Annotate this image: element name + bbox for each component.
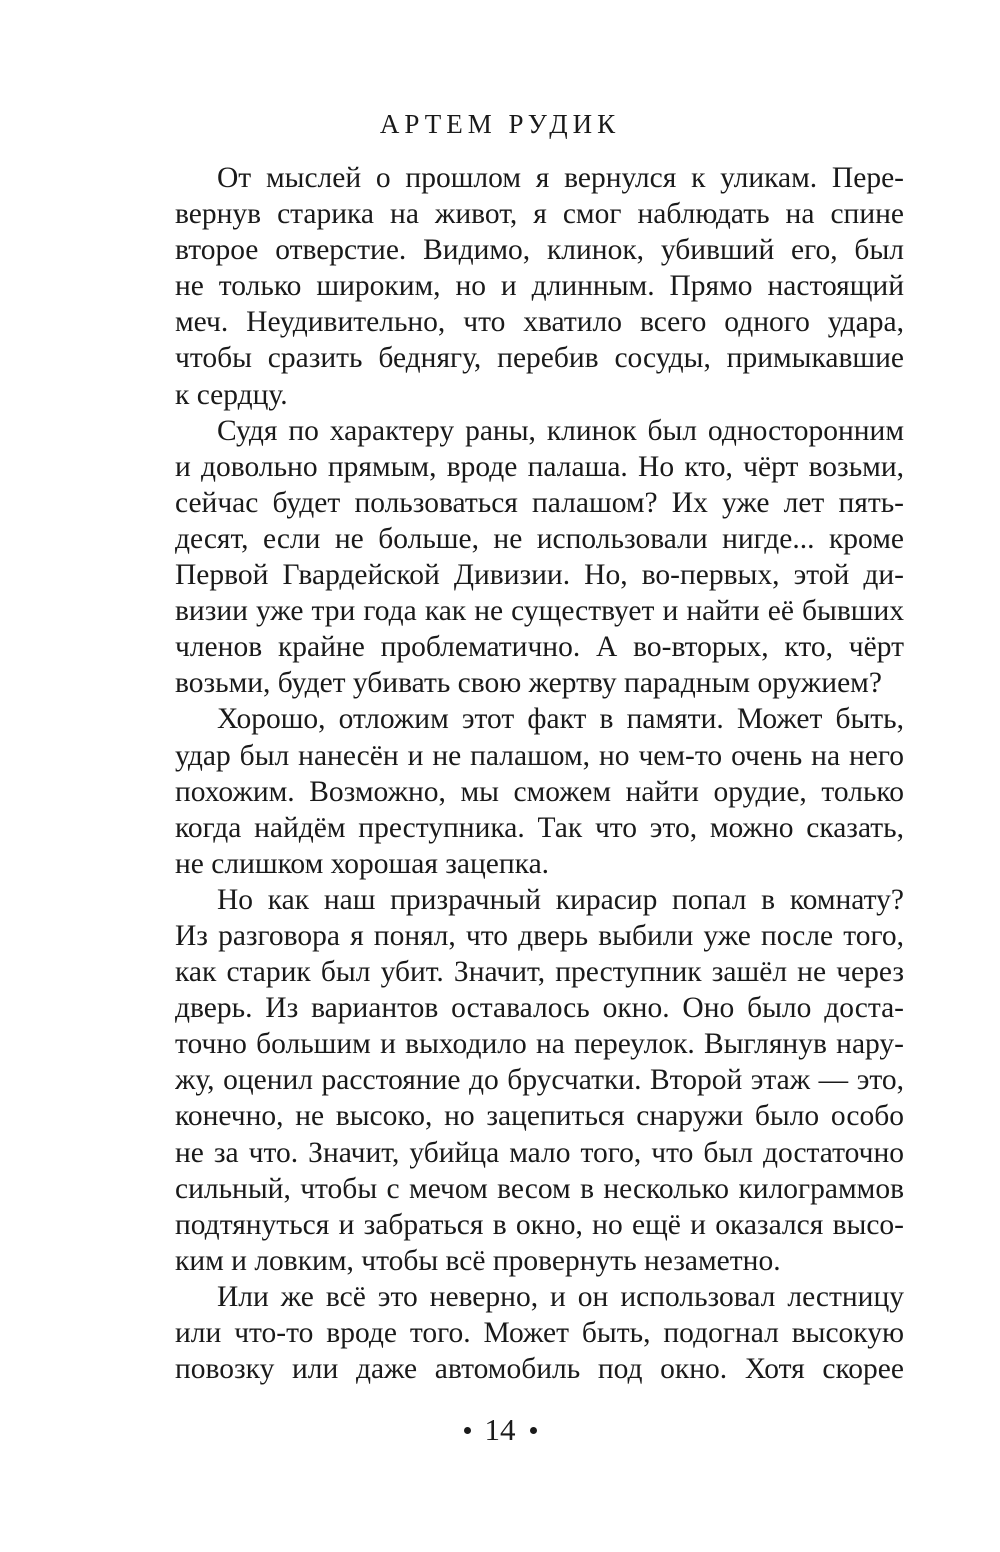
text-line: Первой Гвардейской Дивизии. Но, во-первых, этой ди-	[175, 559, 904, 592]
text-line: членов крайне проблематично. А во-вторых, кто, чёрт	[175, 631, 904, 664]
text-line: десят, если не больше, не использовали нигде... кроме	[175, 522, 904, 555]
text-line: похожим. Возможно, мы сможем найти орудие, только	[175, 775, 904, 808]
text-line: Судя по характеру раны, клинок был односторонним	[217, 414, 904, 447]
paragraph-4	[175, 882, 904, 1279]
text-line: От мыслей о прошлом я вернулся к уликам. Пере-	[217, 162, 904, 194]
text-line: к сердцу.	[175, 378, 288, 411]
text-line: вернув старика на живот, я смог наблюдать на спине	[175, 198, 904, 231]
text-line: или что-то вроде того. Может быть, подогнал высокую	[175, 1317, 904, 1349]
paragraph-1	[175, 160, 904, 413]
text-line: меч. Неудивительно, что хватило всего одного удара,	[175, 306, 904, 339]
text-line: чтобы сразить беднягу, перебив сосуды, примыкавшие	[175, 342, 904, 375]
body-text	[175, 160, 904, 1387]
text-line: ким и ловким, чтобы всё провернуть незаметно.	[175, 1244, 781, 1277]
text-line: точно большим и выходило на переулок. Выглянув нару-	[175, 1028, 904, 1061]
text-line: когда найдём преступника. Так что это, можно сказать,	[175, 811, 904, 844]
running-head-author: АРТЕМ РУДИК	[379, 109, 621, 139]
text-line: Из разговора я понял, что дверь выбили уже после того,	[175, 919, 904, 952]
text-line: сильный, чтобы с мечом весом в несколько килограммов	[175, 1172, 904, 1205]
text-line: жу, оценил расстояние до брусчатки. Второй этаж — это,	[175, 1064, 904, 1097]
text-line: возьми, будет убивать свою жертву парадным оружием?	[175, 667, 882, 700]
paragraph-3	[175, 701, 904, 881]
text-line: Но как наш призрачный кирасир попал в комнату?	[217, 883, 904, 916]
text-line: сейчас будет пользоваться палашом? Их уже лет пять-	[175, 486, 904, 519]
text-line: удар был нанесён и не палашом, но чем-то очень на него	[175, 739, 904, 772]
text-line: Или же всё это неверно, и он использовал лестницу	[217, 1280, 904, 1313]
paragraph-2	[175, 413, 904, 702]
text-line: как старик был убит. Значит, преступник зашёл не через	[175, 956, 904, 989]
text-line: второе отверстие. Видимо, клинок, убивший его, был	[175, 234, 904, 267]
text-line: не только широким, но и длинным. Прямо настоящий	[175, 270, 904, 303]
bullet-left-icon	[464, 1427, 471, 1434]
text-line: подтянуться и забраться в окно, но ещё и оказался высо-	[175, 1208, 904, 1241]
page-number-footer	[0, 1412, 1000, 1448]
text-line: Хорошо, отложим этот факт в памяти. Может быть,	[217, 703, 904, 736]
page-number: 14	[484, 1412, 516, 1447]
text-line: визии уже три года как не существует и найти её бывших	[175, 595, 904, 628]
text-line: конечно, не высоко, но зацепиться снаружи было особо	[175, 1100, 904, 1133]
paragraph-5	[175, 1279, 904, 1387]
text-line: не слишком хорошая зацепка.	[175, 847, 550, 880]
text-line: повозку или даже автомобиль под окно. Хотя скорее	[175, 1353, 904, 1386]
text-line: и довольно прямым, вроде палаша. Но кто, чёрт возьми,	[175, 450, 904, 483]
bullet-right-icon	[530, 1427, 537, 1434]
text-line: не за что. Значит, убийца мало того, что был достаточно	[175, 1136, 904, 1169]
text-line: дверь. Из вариантов оставалось окно. Оно было доста-	[175, 992, 904, 1025]
